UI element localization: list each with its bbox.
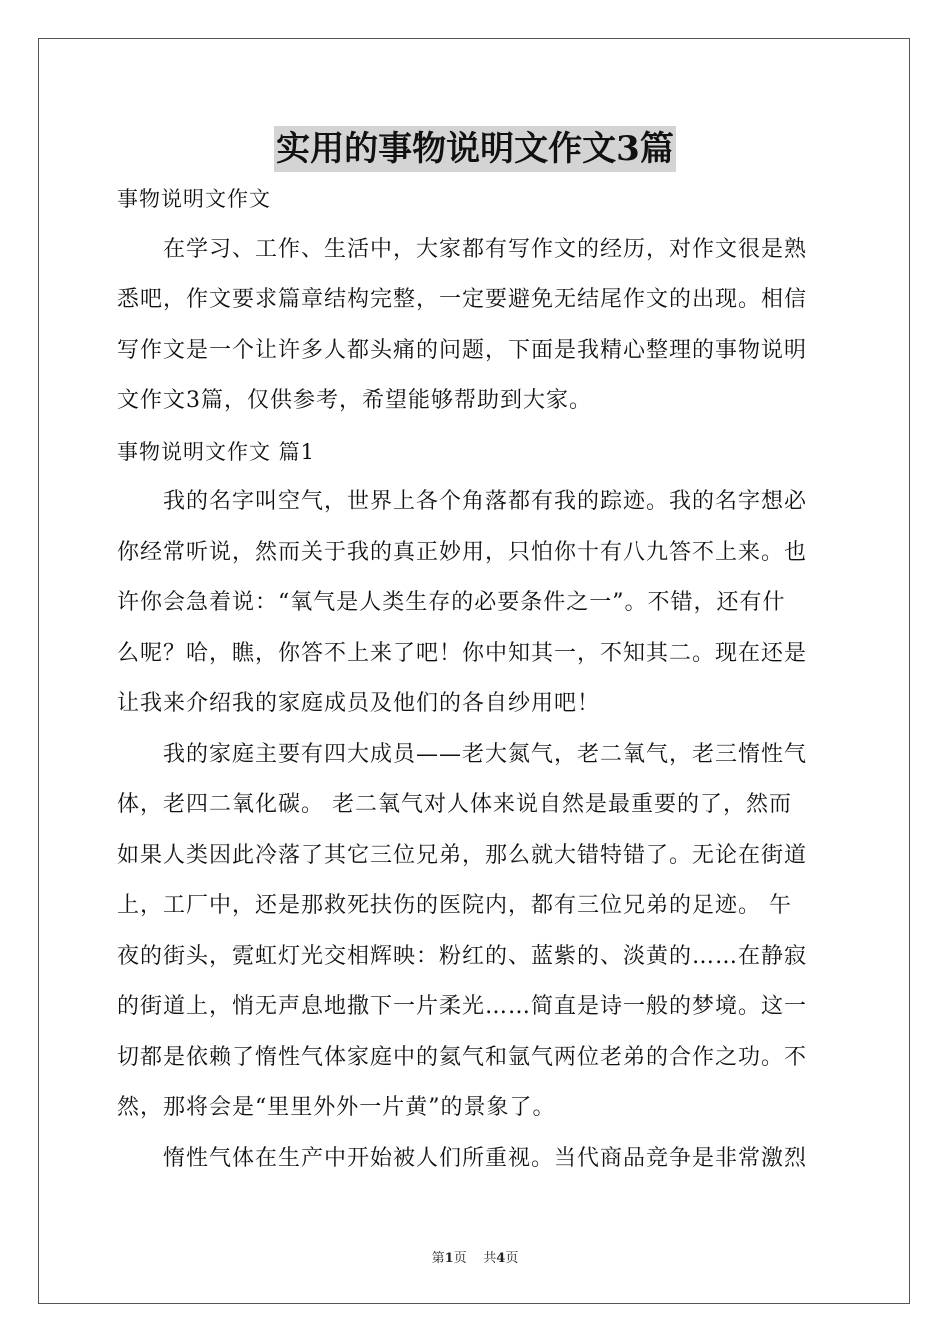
footer-total-prefix: 共	[483, 1251, 497, 1266]
paragraph-line: 么呢？哈，瞧，你答不上来了吧！你中知其一，不知其二。现在还是	[117, 640, 808, 666]
footer-page-current: 1	[444, 1251, 454, 1266]
document-title: 实用的事物说明文作文3篇	[274, 126, 676, 172]
footer-total-suffix: 页	[505, 1251, 519, 1266]
paragraph-line: 在学习、工作、生活中，大家都有写作文的经历，对作文很是熟	[163, 236, 808, 262]
paragraph-line: 许你会急着说：“氧气是人类生存的必要条件之一”。不错，还有什	[117, 590, 786, 615]
paragraph-line: 你经常听说，然而关于我的真正妙用，只怕你十有八九答不上来。也	[117, 539, 808, 565]
paragraph-line: 文作文3篇，仅供参考，希望能够帮助到大家。	[117, 388, 592, 413]
paragraph-line: 悉吧，作文要求篇章结构完整，一定要避免无结尾作文的出现。相信	[117, 287, 808, 312]
footer-page-total: 4	[496, 1251, 506, 1266]
paragraph-line: 然，那将会是“里里外外一片黄”的景象了。	[117, 1095, 556, 1120]
paragraph-line: 我的家庭主要有四大成员——老大氮气，老二氧气，老三惰性气	[163, 741, 808, 767]
paragraph-line: 惰性气体在生产中开始被人们所重视。当代商品竞争是非常激烈	[163, 1145, 808, 1171]
paragraph-line: 的街道上，悄无声息地撒下一片柔光……简直是诗一般的梦境。这一	[117, 994, 808, 1019]
paragraph-line: 写作文是一个让许多人都头痛的问题，下面是我精心整理的事物说明	[117, 337, 808, 363]
paragraph-line: 体，老四二氧化碳。 老二氧气对人体来说自然是最重要的了，然而	[117, 792, 792, 817]
paragraph-line: 我的名字叫空气，世界上各个角落都有我的踪迹。我的名字想必	[163, 489, 808, 514]
paragraph-line: 如果人类因此冷落了其它三位兄弟，那么就大错特错了。无论在街道	[117, 842, 808, 868]
section-heading: 事物说明文作文 篇1	[117, 439, 316, 464]
document-subtitle: 事物说明文作文	[117, 187, 271, 211]
footer-page-prefix: 第	[431, 1251, 445, 1266]
paragraph-line: 上，工厂中，还是那救死扶伤的医院内，都有三位兄弟的足迹。 午	[117, 893, 792, 918]
paragraph-line: 夜的街头，霓虹灯光交相辉映：粉红的、蓝紫的、淡黄的……在静寂	[117, 943, 808, 969]
title-container	[0, 126, 950, 172]
footer-page-suffix: 页	[453, 1251, 467, 1266]
paragraph-line: 切都是依赖了惰性气体家庭中的氦气和氩气两位老弟的合作之功。不	[117, 1044, 808, 1070]
paragraph-line: 让我来介绍我的家庭成员及他们的各自纱用吧！	[117, 691, 601, 716]
page-footer	[0, 1247, 950, 1266]
document-body	[117, 174, 833, 1184]
